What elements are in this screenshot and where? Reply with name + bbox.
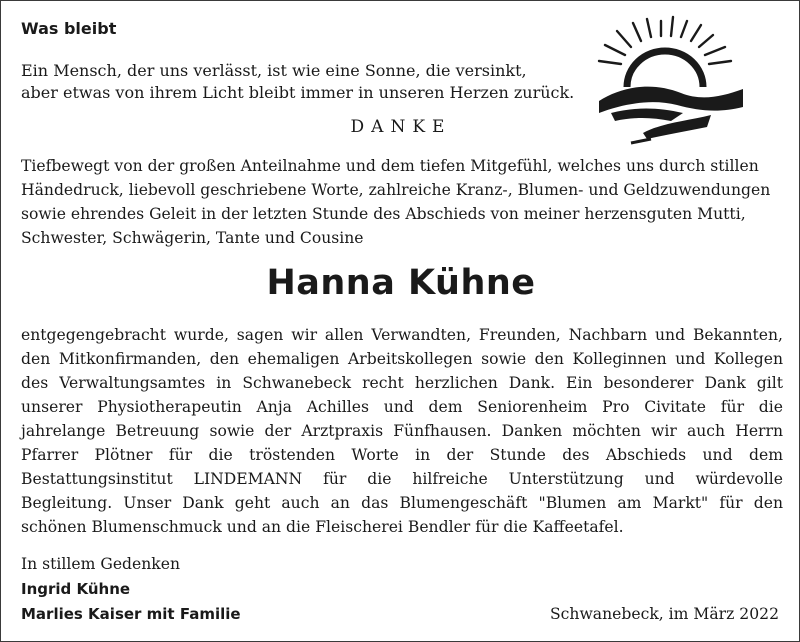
- poem-line: aber etwas von ihrem Licht bleibt immer in unseren Herzen zurück.: [21, 83, 575, 102]
- body-line: Pfarrer Plötner für die tröstenden Worte in der Stunde des Abschieds und dem: [21, 446, 783, 464]
- intro-line: sowie ehrendes Geleit in der letzten Stunde des Abschieds von meiner herzensguten Mutti,: [21, 205, 746, 223]
- deceased-name: Hanna Kühne: [266, 263, 536, 303]
- poem-line: Ein Mensch, der uns verlässt, ist wie eine Sonne, die versinkt,: [21, 61, 527, 80]
- intro-line: Tiefbewegt von der großen Anteilnahme und dem tiefen Mitgefühl, welches uns durch stillen: [21, 157, 759, 175]
- body-line: schönen Blumenschmuck und an die Fleischerei Bendler für die Kaffeetafel.: [21, 518, 624, 536]
- body-line: jahrelange Betreuung sowie der Arztpraxis Fünfhausen. Danken möchten wir auch Herrn: [21, 422, 783, 440]
- body-line: des Verwaltungsamtes in Schwanebeck recht herzlichen Dank. Ein besonderer Dank gilt: [21, 374, 783, 392]
- signer-name: Marlies Kaiser mit Familie: [21, 605, 241, 623]
- intro-line: Händedruck, liebevoll geschriebene Worte, zahlreiche Kranz-, Blumen- und Geldzuwendungen: [21, 181, 771, 199]
- danke-title: DANKE: [350, 117, 452, 137]
- thanks-paragraph: [21, 323, 783, 539]
- intro-line: Schwester, Schwägerin, Tante und Cousine: [21, 229, 364, 247]
- notice-heading: Was bleibt: [21, 19, 117, 38]
- closing-block: [21, 552, 241, 627]
- place-date: Schwanebeck, im März 2022: [550, 605, 779, 623]
- body-line: unserer Physiotherapeutin Anja Achilles und dem Seniorenheim Pro Civitate für die: [21, 398, 783, 416]
- body-line: entgegengebracht wurde, sagen wir allen Verwandten, Freunden, Nachbarn und Bekannten,: [21, 326, 783, 344]
- signer-name: Ingrid Kühne: [21, 580, 131, 598]
- body-line: Begleitung. Unser Dank geht auch an das Blumengeschäft "Blumen am Markt" für den: [21, 494, 783, 512]
- intro-paragraph: [21, 154, 783, 250]
- poem: [21, 60, 601, 104]
- closing-phrase: In stillem Gedenken: [21, 555, 181, 573]
- body-line: den Mitkonfirmanden, den ehemaligen Arbeitskollegen sowie den Kolleginnen und Kollegen: [21, 350, 783, 368]
- body-line: Bestattungsinstitut LINDEMANN für die hilfreiche Unterstützung und würdevolle: [21, 470, 783, 488]
